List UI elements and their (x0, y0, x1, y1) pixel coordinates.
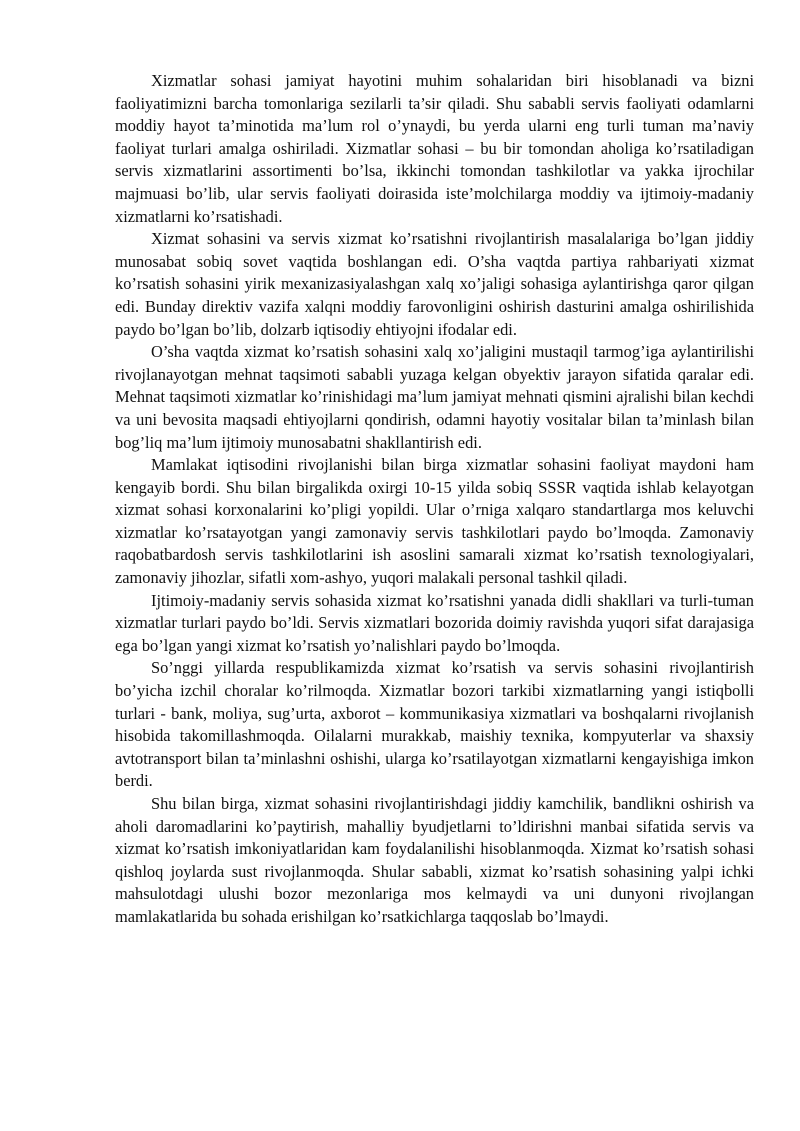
paragraph-7: Shu bilan birga, xizmat sohasini rivojlantirishdagi jiddiy kamchilik, bandlikni oshirish va aholi daromadlarini ko’paytirish, mahalliy byudjetlarni to’ldirishni manbai sifatida servis va xizmat ko’rsatish imkoniyatlaridan kam foydalanilishi hisoblanmoqda. Xizmat ko’rsatish sohasi qishloq joylarda sust rivojlanmoqda. Shular sababli, xizmat ko’rsatish sohasining yalpi ichki mahsulotdagi ulushi bozor mezonlariga mos kelmaydi va uni dunyoni rivojlangan mamlakatlarida bu sohada erishilgan ko’rsatkichlarga taqqoslab bo’lmaydi. (115, 794, 754, 926)
paragraph-4: Mamlakat iqtisodini rivojlanishi bilan birga xizmatlar sohasini faoliyat maydoni ham kengayib bordi. Shu bilan birgalikda oxirgi 10-15 yilda sobiq SSSR vaqtida ishlab kelayotgan xizmat sohasi korxonalarini ko’pligi yopildi. Ular o’rniga xalqaro standartlarga mos keluvchi xizmatlar ko’rsatayotgan yangi zamonaviy servis tashkilotlari paydo bo’lmoqda. Zamonaviy raqobatbardosh servis tashkilotlarini ish asoslini samarali xizmat ko’rsatish texnologiyalari, zamonaviy jihozlar, sifatli xom-ashyo, yuqori malakali personal tashkil qiladi. (115, 455, 754, 588)
paragraph-1: Xizmatlar sohasi jamiyat hayotini muhim sohalaridan biri hisoblanadi va bizni faoliyatimizni barcha tomonlariga sezilarli ta’sir qiladi. Shu sababli servis faoliyati odamlarni moddiy hayot ta’minotida ma’lum rol o’ynaydi, bu yerda ularni eng turli tuman ma’naviy faoliyat turlari amalga oshiriladi. Xizmatlar sohasi – bu bir tomondan aholiga ko’rsatiladigan servis xizmatlarini assortimenti bo’lsa, ikkinchi tomondan tashkilotlar va yakka ijrochilar majmuasi bo’lib, ular servis faoliyati doirasida iste’molchilarga moddiy va ijtimoiy-madaniy xizmatlarni ko’rsatishadi. (115, 71, 754, 226)
paragraph-5: Ijtimoiy-madaniy servis sohasida xizmat ko’rsatishni yanada didli shakllari va turli-tuman xizmatlar turlari paydo bo’ldi. Servis xizmatlari bozorida doimiy ravishda yuqori sifat darajasiga ega bo’lgan yangi xizmat ko’rsatish yo’nalishlari paydo bo’lmoqda. (115, 590, 754, 655)
paragraph-6: So’nggi yillarda respublikamizda xizmat ko’rsatish va servis sohasini rivojlantirish bo’yicha izchil choralar ko’rilmoqda. Xizmatlar bozori tarkibi xizmatlarning yangi istiqbolli turlari - bank, moliya, sug’urta, axborot – kommunikasiya xizmatlari va boshqalarni rivojlanish hisobida takomillashmoqda. Oilalarni murakkab, maishiy texnika, kompyuterlar va shaxsiy avtotransport bilan ta’minlashni oshishi, ularga ko’rsatilayotgan xizmatlarni kengayishiga imkon berdi. (115, 658, 754, 791)
document-page (115, 70, 754, 929)
paragraph-2: Xizmat sohasini va servis xizmat ko’rsatishni rivojlantirish masalalariga bo’lgan jiddiy munosabat sobiq sovet vaqtida boshlangan edi. O’sha vaqtda partiya rahbariyati xizmat ko’rsatish sohasini yirik mexanizasiyalashgan xalq xo’jaligi sohasiga aylantirishga qaror qilgan edi. Bunday direktiv vazifa xalqni moddiy farovonligini oshirish dasturini amalga oshirilishida paydo bo’lgan bo’lib, dolzarb iqtisodiy ehtiyojni ifodalar edi. (115, 229, 754, 339)
paragraph-3: O’sha vaqtda xizmat ko’rsatish sohasini xalq xo’jaligini mustaqil tarmog’iga aylantirilishi rivojlanayotgan mehnat taqsimoti sababli yuzaga kelgan obyektiv jarayon sifatida qaralar edi. Mehnat taqsimoti xizmatlar ko’rinishidagi ma’lum jamiyat mehnati qismini ajralishi bilan kechdi va uni bevosita maqsadi ehtiyojlarni qondirish, odamni hayotiy vositalar bilan ta’minlash bilan bog’liq ma’lum ijtimoiy munosabatni shakllantirish edi. (115, 342, 754, 452)
